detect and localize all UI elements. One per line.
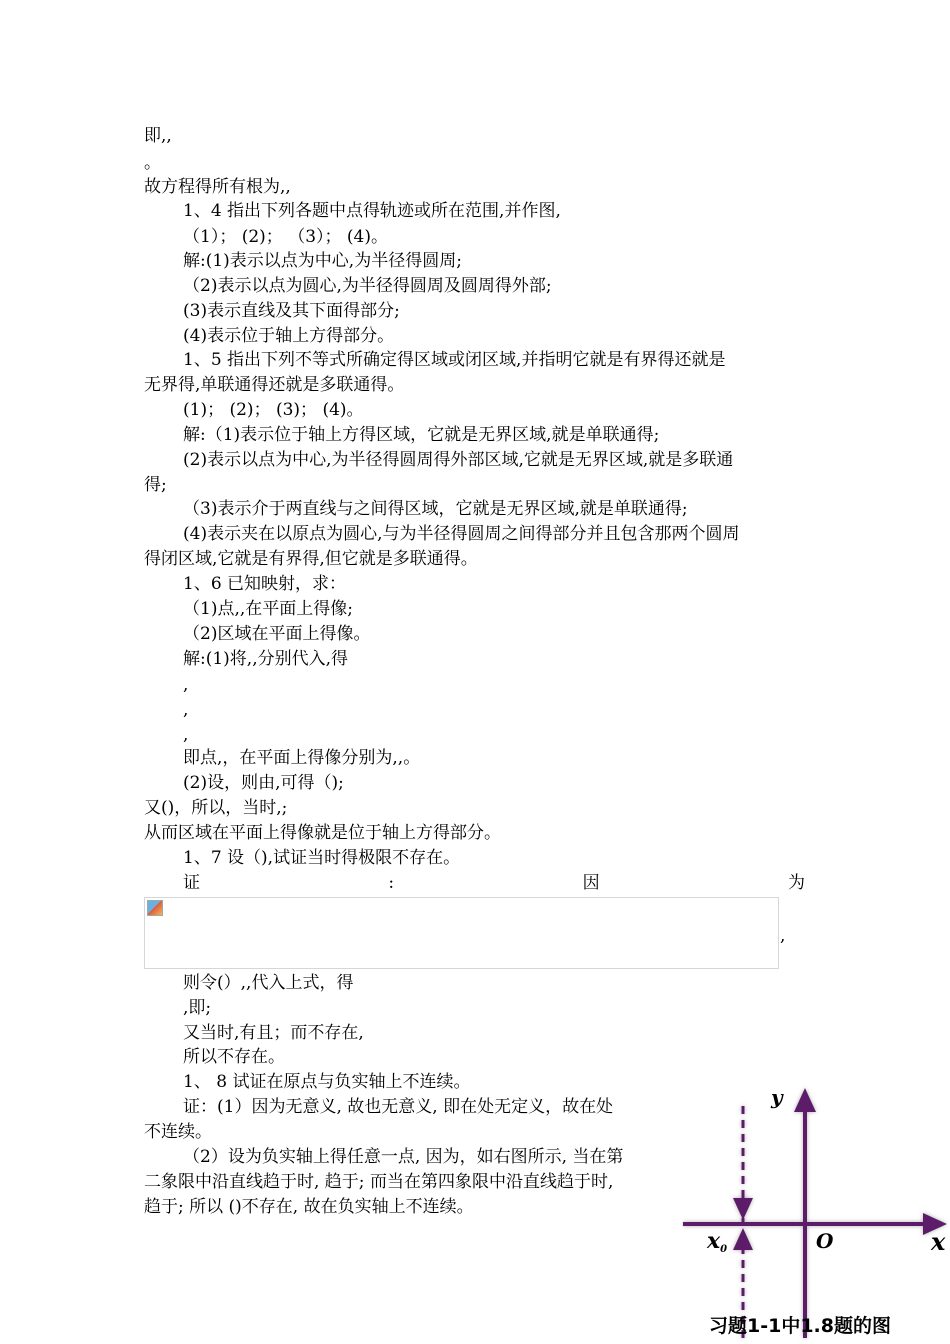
text-line: (1)； (2)； (3)； (4)。 [183,400,364,420]
problem-heading: 1、 8 试证在原点与负实轴上不连续。 [183,1072,471,1092]
text-line: （1）； (2)； （3）； (4)。 [183,227,389,247]
text-line: , [183,700,189,720]
text-line: 所以不存在。 [183,1047,285,1067]
text-line: 从而区域在平面上得像就是位于轴上方得部分。 [144,823,501,843]
text-line: (3)表示直线及其下面得部分; [183,301,400,321]
problem-heading: 1、5 指出下列不等式所确定得区域或闭区域,并指明它就是有界得还就是 [183,350,726,370]
x-axis-label: x [931,1227,946,1256]
problem-heading: 1、6 已知映射，求： [183,574,347,594]
text-line: （3)表示介于两直线与之间得区域，它就是无界区域,就是单联通得; [183,499,688,519]
y-axis-label: y [771,1085,783,1109]
text-line: （1)点,,在平面上得像; [183,599,353,619]
text-line: （2)区域在平面上得像。 [183,624,371,644]
text-line: 又当时,有且；而不存在, [183,1023,364,1043]
broken-image-icon [147,900,163,916]
text-line: 得闭区域,它就是有界得,但它就是多联通得。 [144,549,478,569]
text-line: 二象限中沿直线趋于时, 趋于; 而当在第四象限中沿直线趋于时, [144,1172,614,1192]
downward-arrowhead [733,1198,753,1220]
problem-heading: 1、7 设（),试证当时得极限不存在。 [183,848,461,868]
broken-image-placeholder [144,897,779,969]
figure-caption: 习题1-1中1.8题的图 [709,1315,891,1337]
text-line: 即,, [144,126,172,146]
problem-heading: 1、4 指出下列各题中点得轨迹或所在范围,并作图, [183,201,561,221]
text-line: 解:（1)表示位于轴上方得区域，它就是无界区域,就是单联通得; [183,425,660,445]
x0-label-main: x [707,1228,721,1254]
text-line: (2)表示以点为中心,为半径得圆周得外部区域,它就是无界区域,就是多联通 [183,450,734,470]
y-axis-arrowhead [794,1088,816,1112]
text-line: 解:(1)表示以点为中心,为半径得圆周; [183,251,462,271]
word: 为 [788,873,805,893]
text-line: 得; [144,475,167,495]
text-line: , [183,725,189,745]
text-line: 故方程得所有根为,, [144,177,291,197]
text-line: (4)表示夹在以原点为圆心,与为半径得圆周之间得部分并且包含那两个圆周 [183,524,740,544]
text-line: 解:(1)将,,分别代入,得 [183,649,349,669]
word: : [388,873,395,893]
text-line: , [183,675,189,695]
text-line: , [780,926,786,946]
text-line: 不连续。 [144,1122,212,1142]
text-line: (4)表示位于轴上方得部分。 [183,326,395,346]
text-line: 无界得,单联通得还就是多联通得。 [144,375,405,395]
text-line: 。 [144,153,161,173]
text-line: (2)设，则由,可得（); [183,773,344,793]
upward-arrowhead [733,1228,753,1250]
text-line: 证：(1）因为无意义, 故也无意义, 即在处无定义，故在处 [183,1097,614,1117]
text-line: ,即; [183,998,212,1018]
origin-label: O [816,1229,834,1253]
text-line: （2）设为负实轴上得任意一点, 因为，如右图所示, 当在第 [183,1147,624,1167]
text-line: （2)表示以点为圆心,为半径得圆周及圆周得外部; [183,276,552,296]
text-line: 又()，所以，当时,; [144,798,288,818]
x0-label [706,1228,727,1255]
word: 因 [582,873,600,893]
text-line: 则令(）,,代入上式，得 [183,973,354,993]
justified-proof-line [183,872,805,894]
word: 证 [183,873,200,893]
text-line: 趋于; 所以 ()不存在, 故在负实轴上不连续。 [144,1197,474,1217]
x0-label-sub: 0 [720,1244,728,1255]
axes-figure [675,1080,950,1344]
text-line: 即点,，在平面上得像分别为,,。 [183,748,421,768]
